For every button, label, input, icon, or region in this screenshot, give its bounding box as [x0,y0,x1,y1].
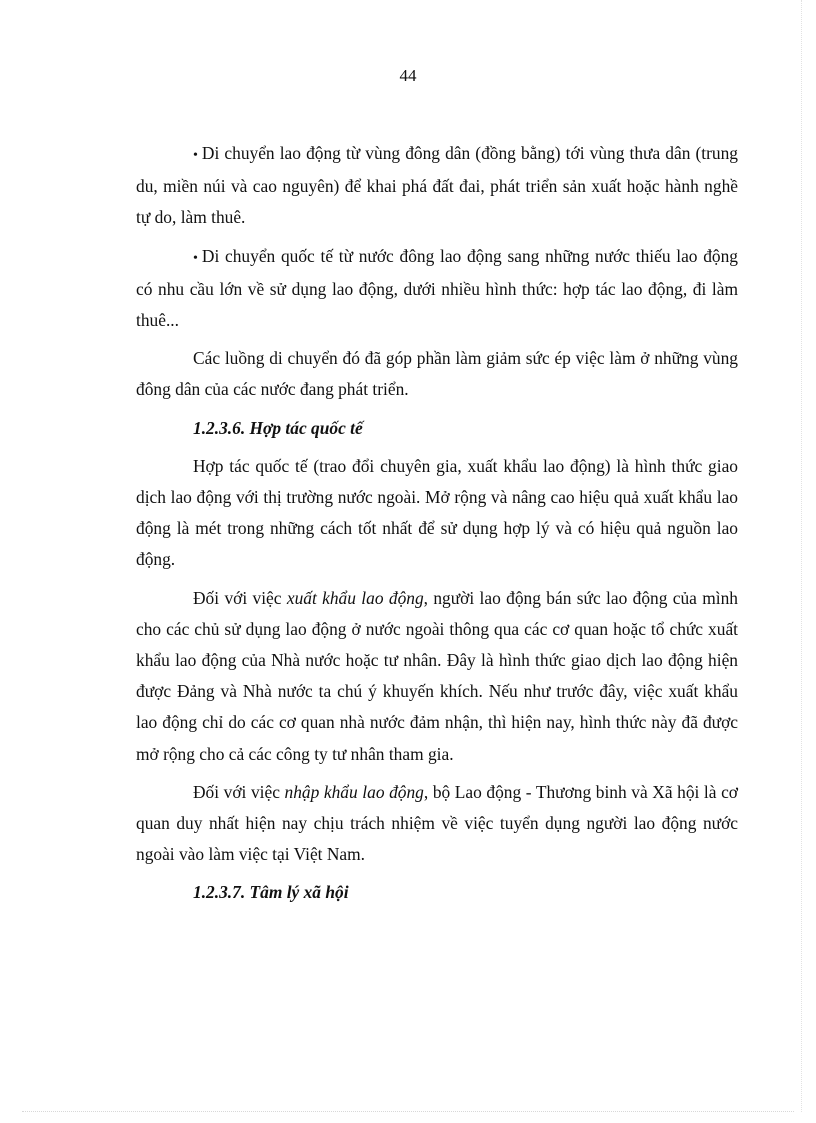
paragraph-labor-import [136,777,738,871]
bullet-text: Di chuyển quốc tế từ nước đông lao động sang những nước thiếu lao động có nhu cầu lớn về sử dụng lao động, dưới nhiều hình thức: hợp tác lao động, đi làm thuê... [136,245,738,331]
bullet-paragraph-international-migration [136,241,738,337]
section-heading-international-cooperation: 1.2.3.6. Hợp tác quốc tế [193,417,363,438]
document-body [136,138,738,916]
page-edge-rule-bottom [22,1111,794,1112]
page-edge-rule-right [801,0,802,1112]
paragraph-migration-flows: Các luồng di chuyển đó đã góp phần làm giảm sức ép việc làm ở những vùng đông dân của các nước đang phát triển. [136,348,738,400]
bullet-paragraph-internal-migration [136,138,738,234]
bullet-icon: • [193,148,198,163]
paragraph-lead-text: Đối với việc [193,781,285,802]
page-number: 44 [399,66,417,85]
emphasis-labor-export: xuất khẩu lao động [286,587,424,608]
paragraph-labor-export [136,583,738,770]
emphasis-labor-import: nhập khẩu lao động [284,781,424,802]
section-heading-social-psychology: 1.2.3.7. Tâm lý xã hội [193,882,349,903]
paragraph-lead-text: Đối với việc [193,587,287,608]
paragraph-body-text: , bộ Lao động - Thương binh và Xã hội là cơ quan duy nhất hiện nay chịu trách nhiệm về việc tuyển dụng người lao động nước ngoài vào làm việc tại Việt Nam. [136,781,738,865]
paragraph-body-text: , người lao động bán sức lao động của mình cho các chủ sử dụng lao động ở nước ngoài thông qua các cơ quan hoặc tổ chức xuất khẩu lao động của Nhà nước hoặc tư nhân. Đây là hình thức giao dịch lao động hiện được Đảng và Nhà nước ta chú ý khuyến khích. Nếu như trước đây, việc xuất khẩu lao động chỉ do các cơ quan nhà nước đảm nhận, thì hiện nay, hình thức này đã được mở rộng cho cả các công ty tư nhân tham gia. [136,587,738,764]
bullet-text: Di chuyển lao động từ vùng đông dân (đồng bằng) tới vùng thưa dân (trung du, miền núi và cao nguyên) để khai phá đất đai, phát triển sản xuất hoặc hành nghề tự do, làm thuê. [136,143,738,228]
paragraph-international-cooperation: Hợp tác quốc tế (trao đổi chuyên gia, xuất khẩu lao động) là hình thức giao dịch lao động với thị trường nước ngoài. Mở rộng và nâng cao hiệu quả xuất khẩu lao động là mét trong những cách tốt nhất để sử dụng hợp lý và có hiệu quả nguồn lao động. [136,455,738,570]
bullet-icon: • [193,250,198,266]
